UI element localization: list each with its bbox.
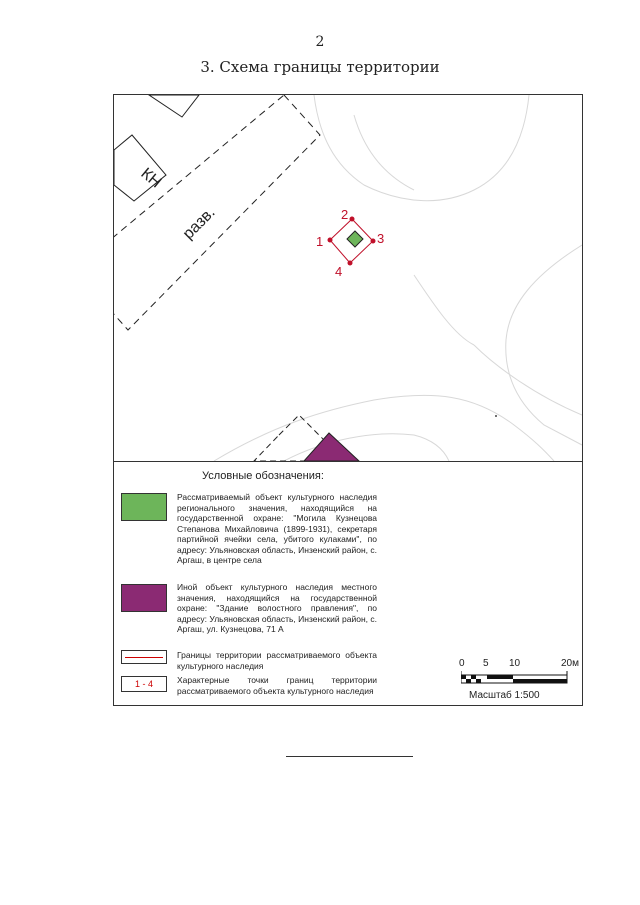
signature-line bbox=[286, 756, 413, 757]
legend-item-text: Рассматриваемый объект культурного наследия регионального значения, находящийся на государственной охране: "Могила Кузнецова Степанова Михайловича (1899-1931), секретаря партийной ячейки села, убитого кулаками", по адресу: Ульяновская область, Инзенский район, с. Аргаш, в центре села bbox=[177, 492, 377, 565]
scale-label: Масштаб 1:500 bbox=[469, 690, 540, 701]
point-4-label: 4 bbox=[335, 264, 343, 279]
scheme-frame bbox=[113, 94, 583, 706]
territory-map bbox=[114, 95, 582, 461]
page-number: 2 bbox=[315, 34, 325, 50]
razv-label: разв. bbox=[179, 204, 219, 243]
point-1-label: 1 bbox=[316, 234, 324, 249]
legend-swatch-points: 1 - 4 bbox=[121, 676, 167, 692]
legend-swatch-boundary bbox=[121, 650, 167, 664]
scale-tick-label: 0 bbox=[459, 658, 465, 669]
object-marker bbox=[347, 231, 363, 247]
scale-tick-label: 10 bbox=[509, 658, 521, 669]
scale-ruler bbox=[461, 671, 575, 687]
legend-title: Условные обозначения: bbox=[202, 470, 324, 482]
other-object-marker bbox=[304, 433, 359, 461]
legend bbox=[114, 462, 582, 705]
scale-tick-label: 5 bbox=[483, 658, 489, 669]
point-3-label: 3 bbox=[377, 231, 385, 246]
kn-label: КН bbox=[137, 165, 165, 192]
point-2-label: 2 bbox=[341, 207, 349, 222]
legend-item-text: Характерные точки границ территории рассматриваемого объекта культурного наследия bbox=[177, 675, 377, 696]
scale-tick-label: 20м bbox=[561, 658, 579, 669]
page-title: 3. Схема границы территории bbox=[200, 58, 440, 76]
legend-item-text: Иной объект культурного наследия местного значения, находящийся на государственной охране: "Здание волостного правления", по адресу: Ульяновская область, Инзенский район, с. Аргаш, ул. Кузнецова, 71 А bbox=[177, 582, 377, 634]
legend-item-text: Границы территории рассматриваемого объекта культурного наследия bbox=[177, 650, 377, 671]
scale-bar bbox=[459, 658, 577, 706]
legend-swatch-other-object bbox=[121, 584, 167, 612]
legend-swatch-object bbox=[121, 493, 167, 521]
